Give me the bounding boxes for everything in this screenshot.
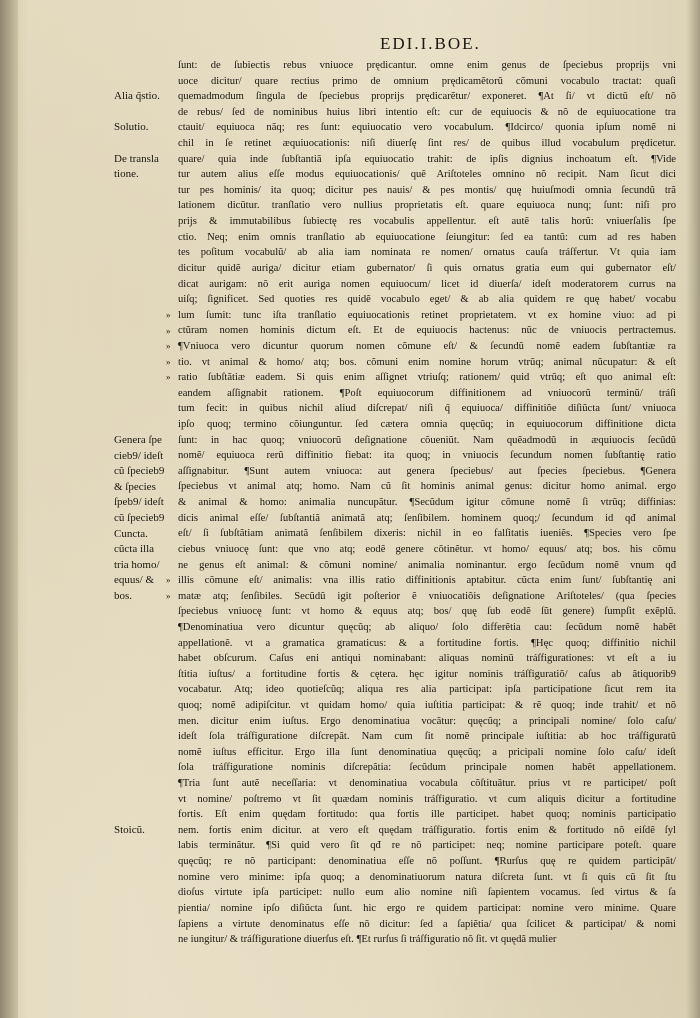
text-line: ¶Denominatiua vero dicuntur quęcũq; ab aliquo/ ſolo differẽtia cau: ſecũdum nomẽ habẽt <box>178 621 676 633</box>
margin-note: Genera ſpe <box>114 433 162 446</box>
quotation-marker: » <box>166 309 170 320</box>
margin-note: Alia q̃stio. <box>114 90 160 103</box>
text-line: nomẽ/ equiuoca rerũ diffinitio fiebat: ita quoq; in vniuocis ſecundum nomen ſubſtantię ratio <box>178 450 676 462</box>
text-line: quemadmodum ſingula de ſpeciebus proprijs prędicarẽtur/ exponeret. ¶At ſi/ vt dictũ eſt/ nõ <box>178 91 676 103</box>
text-line: dicis animal eſſe/ ſubſtantiã animatã atq; ſenſibilem. hominem quoq;/ ſecundum id qđ animal <box>178 512 676 524</box>
text-line: ſunt: in hac quoq; vniuocorũ deſignatione cõueniũt. Nam quẽadmodũ in æquiuocis ſecũdũ <box>178 434 676 446</box>
text-line: ¶Tria ſunt autẽ neceſſaria: vt denominatiua vocabula cõſtituãtur. prius vt re participet/ poſt <box>178 778 676 790</box>
text-line: ciebus vniuocę ſunt: que vno atq; eodẽ genere cõtinẽtur. vt homo/ equus/ atq; bos. his cõmu <box>178 543 676 555</box>
quotation-marker: » <box>166 325 170 336</box>
text-line: habet obſcurum. Caſus eni antiqui nominabant: aliquas nominũ tráſfigurationes: vt eſt a iu <box>178 653 676 665</box>
margin-note: De transla <box>114 152 159 165</box>
quotation-marker: » <box>166 575 170 586</box>
margin-note: ſpeb9/ ideſt <box>114 496 164 509</box>
margin-note: bos. <box>114 590 133 603</box>
margin-note: cieb9/ ideſt <box>114 449 164 462</box>
main-text-block <box>178 58 676 948</box>
text-line: dioſus virtute ipſa participet: nullo eum alio nomine niſi ſapientem vocamus. ſed virtus & ſa <box>178 887 676 899</box>
text-line: matæ atq; ſenſibiles. Secũdũ igit poſterior ẽ vniuocatiõis deſignatione Ariſtoteles/ (qua ſpecies <box>178 590 676 602</box>
text-line: & animal & homo: animalia nuncupãtur. ¶Secũdum igitur cõmune nomẽ ſi vtrũq; diffinias: <box>178 497 676 509</box>
text-line: pientia/ nomine ipſo diſiũcta ſunt. hic ergo re quidem participat: nomine vero minime. Quare <box>178 902 676 914</box>
text-line: ratio ſubſtãtiæ eadem. Si quis enim aſſignet vtriuſq; rationem/ quid vtrũq; eſt quo animal eſt: <box>178 372 676 384</box>
text-line: nem. fortis enim dicitur. at vero eſt quędam tráſfiguratio. fortis enim & fortitudo nõ eiſdẽ ſyl <box>178 824 676 836</box>
text-line: tur autem alius eſſe modus equiuocationis/ quẽ Ariſtoteles omnino nõ recipit. Nam ſicut dici <box>178 169 676 181</box>
text-line: vt nomine/ poſtremo vt ſit quædam nominis tráſfiguratio. vt cum aliquis dicitur a fortitudine <box>178 793 676 805</box>
quotation-marker: » <box>166 356 170 367</box>
text-line: vocabatur. Atq; ideo quotieſcũq; aliqua res alia participat: ipſa participatione ſicut rem ita <box>178 684 676 696</box>
text-line: ctauit/ equiuoca nãq; res ſunt: equiuocatio vero vocabulum. ¶Idcirco/ quonia ipſum nomẽ ni <box>178 122 676 134</box>
text-line: de rebus/ ſed de nominibus huius libri intentio eſt: cur de equiuocis & nõ de equiuocatione tra <box>178 106 676 118</box>
text-line: ¶Vniuoca vero dicuntur quorum nomen cõmune eſt/ & ſecundũ nomẽ eadem ſubſtantiæ ra <box>178 340 676 352</box>
margin-note: tione. <box>114 168 139 181</box>
margin-note: equus/ & <box>114 574 155 587</box>
margin-note: cũcta illa <box>114 543 155 556</box>
text-line: appellationẽ. vt a gramatica gramaticus: & a fortitudine fortis. ¶Hęc quoq; diffinitio nichil <box>178 637 676 649</box>
margin-note: tria homo/ <box>114 558 160 571</box>
quotation-marker: » <box>166 591 170 602</box>
text-line: nomẽ iuſtus efficitur. Ergo illa ſunt denominatiua quęcũq; a pricipali nomine ſolo caſu/ ideſt <box>178 746 676 758</box>
text-line: prijs & immutabilibus ſubiectę res vocabulis appellentur. eſt autẽ talis horũ: vniuerſalis ſpe <box>178 216 676 228</box>
quotation-marker: » <box>166 341 170 352</box>
text-line: chil in ſe retinet æquiuocationis: niſi diuerſę ſint res/ de quibus illud vocabulum prędicetur. <box>178 138 676 150</box>
text-line: tes poſitum vocabulũ/ ab alia iam nominata re nomen/ ornatus cauſa tráſfertur. Vt quia iam <box>178 247 676 259</box>
text-line: ſpeciebus vt animal atq; homo. Nam cũ ſit hominis animal genus: dicitur homo animal. ergo <box>178 481 676 493</box>
text-line: lum ſumit: tunc iſta tranſlatio equiuocationis retinet proprietatem. vt ex homine viuo: ad pi <box>178 309 676 321</box>
text-line: lationem dicũtur. tranſlatio vero nullius proprietatis eſt. quare equiuoca nunq; ſunt: niſi pro <box>178 200 676 212</box>
text-line: men. dicitur enim iuſtus. Ergo denominatiua vocãtur: quęcũq; a principali nomine/ ſolo caſu/ <box>178 715 676 727</box>
margin-note: Cuncta. <box>114 527 148 540</box>
text-line: ne iungitur/ & tráſfiguratione diuerſus eſt. ¶Et rurſus ſi tráſfiguratio nõ ſit. vt quędã mulier <box>178 934 557 946</box>
text-line: eandem aſſignabit rationem. ¶Poſt equiuocorum diffinitionem ad vniuocorũ terminũ/ tráſi <box>178 387 676 399</box>
text-line: ſapiens a virtute denominatus eſſe nõ dicitur: ſed a ſapiẽtia/ qua ſcilicet & participat/ & nomi <box>178 918 676 930</box>
margin-note: Solutio. <box>114 121 149 134</box>
text-line: tio. vt animal & homo/ atq; bos. cõmuni enim nomine horum vtrũq; animal nũcupatur: & eſt <box>178 356 676 368</box>
text-line: ſtitia iuſtus/ a fortitudine fortis & cętera. hęc igitur nominis tráſfiguratiõ/ caſus ab ãtiquorib9 <box>178 668 676 680</box>
text-line: quare/ quia inde ſubſtantiã ipſa equiuocatio trahit: de ipſis dignius inchoatum eſt. ¶Vide <box>178 153 676 165</box>
text-line: quęcũq; re nõ participant: denominatiua eſſe nõ poſſunt. ¶Rurſus quę re quidem participãt/ <box>178 856 676 868</box>
margin-note: cũ ſpecieb9 <box>114 511 165 524</box>
text-line: labis terminãtur. ¶Si quid vero ſit qđ re nõ participet: neq; nomine participare poteſt. quare <box>178 840 676 852</box>
text-line: uiſq; ſignificet. Sed quoties res quidẽ vocabulo eget/ & ab alia quidem re quę habet/ vocabu <box>178 294 676 306</box>
text-line: eſt/ ſi ſubſtãtiam animatã ſenſibilem dixeris: nichil in eo falſitatis iueniẽs. ¶Species vero ſpe <box>178 528 676 540</box>
margin-note: cũ ſpecieb9 <box>114 465 165 478</box>
text-line: fortis. Eſt enim quędam fortitudo: qua fortis ille participet. habet quoq; nominis participatio <box>178 809 676 821</box>
text-line: quoq; nomẽ adipiſcitur. vt quidam homo/ quia iuſtitia participat: & rẽ quoq; inde trahit/ et nõ <box>178 699 676 711</box>
text-line: ctio. Neq; enim omnis tranſlatio ab equiuocatione ſeiungitur: ſed ea tantũ: cum ad res haben <box>178 231 676 243</box>
text-line: dicat aurigam: nõ erit auriga nomen equiuocum/ licet id diuerſa/ ideſt moderatorem currus na <box>178 278 676 290</box>
text-line: tum fecit: in quibus nichil aliud diſcrepat/ niſi q̃ equiuoca/ diffinitiõe diſiũcta ſunt/ vniuoca <box>178 403 676 415</box>
margin-note: Stoicũ. <box>114 824 145 837</box>
text-line: tur pes hominis/ ita quoq; dicitur pes nauis/ & pes montis/ quę huiuſmodi omnia ſecundũ trã <box>178 184 676 196</box>
text-line: uoce dicitur/ quare rectius primo de omnium prędicamẽtorũ cõmuni vocabulo tractat: quaſi <box>178 75 676 87</box>
text-line: ſunt: de ſubiectis rebus vniuoce prędicantur. omne enim genus de ſpeciebus proprijs vni <box>178 60 676 71</box>
page-edge-shadow <box>686 0 700 1018</box>
margin-note: & ſpecies <box>114 480 156 493</box>
page-gutter <box>0 0 18 1018</box>
text-line: ipſo quoq; termino cõiunguntur. ſed cætera omnia quęcũq; in equiuocorum diffinitione dicta <box>178 419 676 431</box>
text-line: ctũram nomen hominis dictum eſt. Et de equiuocis hactenus: nũc de vniuocis pertractemus. <box>178 325 676 337</box>
running-head: EDI.I.BOE. <box>380 34 481 53</box>
text-line: ſpeciebus vniuocę ſunt: vt homo & equus atq; bos/ quę ſub eodẽ ſũt genere) ſumpſit exẽplũ. <box>178 606 676 618</box>
text-line: ideſt ſola tráſfiguratione diſcrepãt. Nam cum ſit nomẽ principale iuſtitia: ab hoc tráſfiguratũ <box>178 731 676 743</box>
quotation-marker: » <box>166 372 170 383</box>
text-line: ne genus eſt animal: & cõmuni nomine/ animalia nominantur. ergo ſecũdum nomẽ vnum qđ <box>178 559 676 571</box>
text-line: aſſignabitur. ¶Sunt autem vniuoca: aut genera ſpeciebus/ aut ſpecies ſpeciebus. ¶Genera <box>178 465 676 477</box>
text-line: illis cõmune eſt/ animalis: vna illis ratio diffinitionis aptabitur. cũcta enim ſunt/ ſubſtantię ani <box>178 575 676 587</box>
text-line: dicitur quidẽ auriga/ dicitur etiam gubernator/ ſi quis ornatus gratia eum qui gubernator eſt/ <box>178 262 676 274</box>
text-line: nomine vero minime: ipſa quoq; a denominatiuorum natura diſcreta ſunt. vt ſi quis cũ ſit ſtu <box>178 871 676 883</box>
text-line: ſola tráſfiguratione nominis diſcrepãtia: ſecũdum principale nomen habẽt appellationem. <box>178 762 676 774</box>
